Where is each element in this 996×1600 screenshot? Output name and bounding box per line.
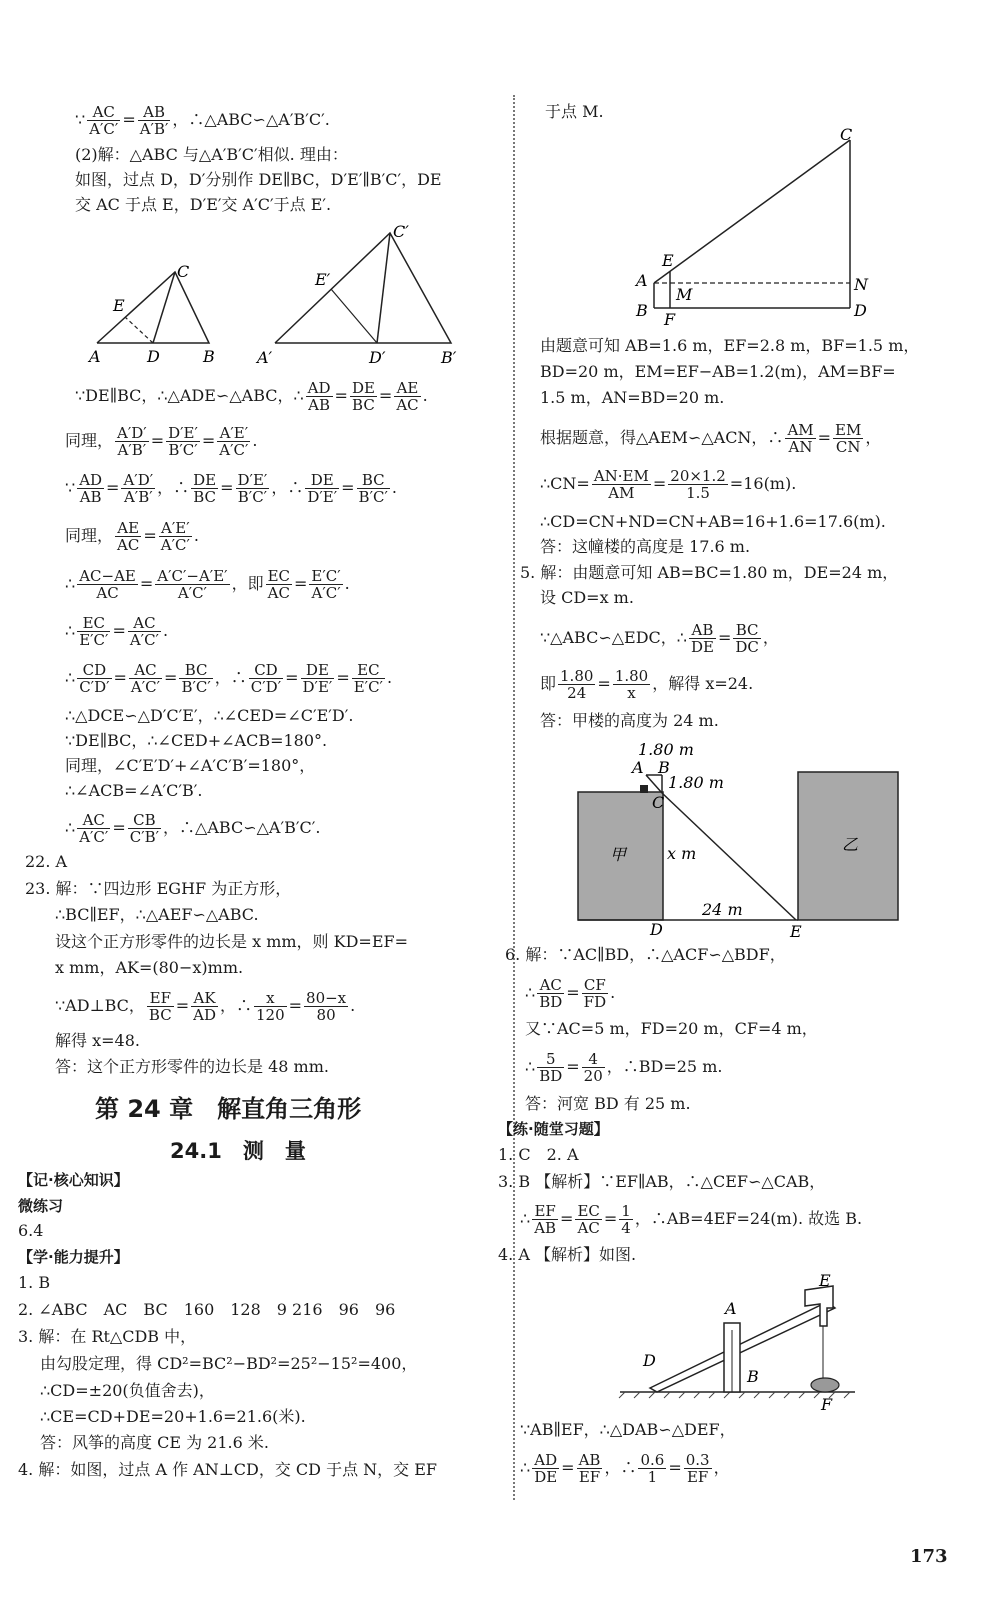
text-line: 答：这幢楼的高度是 17.6 m. [540, 537, 751, 556]
text-line: 又∵AC=5 m，FD=20 m，CF=4 m， [525, 1019, 818, 1038]
text-line: ∴△DCE∽△D′C′E′，∴∠CED=∠C′E′D′. [65, 706, 354, 725]
line-equation: ∴ $\frac{EF}{AB}$ = $\frac{EC}{AC}$ = $\frac{1}{4}$ ，∴AB=4EF=24(m). 故选 B. [520, 1202, 863, 1237]
text-line: ∴BC∥EF，∴△AEF∽△ABC. [55, 905, 259, 924]
text-line: 2. ∠ABC AC BC 160 128 9 216 96 96 [18, 1300, 396, 1319]
section-title: 24.1 测 量 [170, 1139, 306, 1163]
label-side-length: 1.80 m [668, 773, 724, 792]
line-equation: 同理， $\frac{A'D'}{A'B'}$ = $\frac{D'E'}{B'C'}$ = $\frac{A'E'}{A'C'}$ . [65, 424, 258, 459]
label-top-length: 1.80 m [638, 740, 694, 759]
line-equation: ∴ $\frac{5}{BD}$ = $\frac{4}{20}$ ，∴BD=25 m. [525, 1050, 723, 1085]
text-line: 交 AC 于点 E，D′E′交 A′C′于点 E′. [75, 195, 332, 214]
subheading-mini-practice: 微练习 [18, 1197, 64, 1215]
label-d: D [643, 1351, 656, 1370]
answer-22: 22. A [25, 852, 68, 871]
tag-practice: 【练·随堂习题】 [498, 1120, 609, 1138]
line-equation: ∴ $\frac{AC-AE}{AC}$ = $\frac{A'C'-A'E'}{A'C'}$ ，即 $\frac{EC}{AC}$ = $\frac{E'C'}{A'C'}$ . [65, 567, 350, 602]
line-equation: ∴ $\frac{EC}{E'C'}$ = $\frac{AC}{A'C'}$ . [65, 614, 169, 649]
line-equation: ∵DE∥BC，∴△ADE∽△ABC，∴ $\frac{AD}{AB}$ = $\frac{DE}{BC}$ = $\frac{AE}{AC}$ . [75, 379, 428, 414]
two-buildings-figure [570, 735, 910, 945]
label-jia: 甲 [610, 845, 627, 864]
text-line: 设这个正方形零件的边长是 x mm，则 KD=EF= [55, 932, 409, 951]
label-c-prime: C′ [393, 225, 409, 241]
text-line: ∴∠ACB=∠A′C′B′. [65, 781, 203, 800]
label-a-prime: A′ [257, 348, 273, 367]
label-d-prime: D′ [369, 348, 386, 367]
text-line: (2)解：△ABC 与△A′B′C′相似. 理由： [75, 145, 348, 164]
line-equation: ∴ $\frac{AC}{BD}$ = $\frac{CF}{FD}$ . [525, 976, 616, 1011]
tag-ability: 【学·能力提升】 [18, 1248, 129, 1266]
text-line: 1. C 2. A [498, 1145, 579, 1164]
text-line: 由勾股定理，得 CD²=BC²−BD²=25²−15²=400， [40, 1354, 418, 1373]
label-a: A [725, 1299, 737, 1318]
text-line: 4. 解：如图，过点 A 作 AN⊥CD，交 CD 于点 N，交 EF [18, 1460, 438, 1479]
line-equation: ∴ $\frac{AD}{DE}$ = $\frac{AB}{EF}$ ，∴ $\frac{0.6}{1}$ = $\frac{0.3}{EF}$ ， [520, 1451, 730, 1486]
text-line: 23. 解：∵四边形 EGHF 为正方形， [25, 879, 292, 898]
label-e: E [662, 251, 674, 270]
label-yi: 乙 [842, 835, 859, 854]
line-equation: ∴ $\frac{AC}{A'C'}$ = $\frac{CB}{C'B'}$ ，∴△ABC∽△A′B′C′. [65, 811, 321, 846]
line-equation: ∵AD⊥BC， $\frac{EF}{BC}$ = $\frac{AK}{AD}$ ，∴ $\frac{x}{120}$ = $\frac{80-x}{80}$ . [55, 989, 356, 1024]
text-line: 5. 解：由题意可知 AB=BC=1.80 m，DE=24 m， [520, 563, 899, 582]
text-line: x mm，AK=(80−x)mm. [55, 958, 244, 977]
text-line: 答：这个正方形零件的边长是 48 mm. [55, 1057, 329, 1076]
figure-lines [654, 140, 850, 308]
text-line: 答：甲楼的高度为 24 m. [540, 711, 719, 730]
label-a: A [632, 758, 644, 777]
text-line: 3. 解：在 Rt△CDB 中， [18, 1327, 197, 1346]
text-line: 于点 M. [545, 102, 604, 121]
label-c: C [177, 262, 190, 281]
column-separator [513, 95, 515, 1500]
label-m: M [676, 285, 693, 304]
text-line: 答：风筝的高度 CE 为 21.6 米. [40, 1433, 269, 1452]
text-line: 解得 x=48. [55, 1031, 140, 1050]
seesaw-figure [615, 1268, 865, 1418]
line-equation: ∴ $\frac{CD}{C'D'}$ = $\frac{AC}{A'C'}$ = $\frac{BC}{B'C'}$ ，∴ $\frac{CD}{C'D'}$ = $\frac{DE}{D'E'}$ = $\frac{EC}{E'C'}$ . [65, 661, 393, 696]
text-line: 6. 解：∵AC∥BD，∴△ACF∽△BDF， [505, 945, 786, 964]
triangle-large [255, 225, 457, 367]
label-height: x m [667, 844, 697, 863]
label-b: B [636, 301, 648, 320]
label-c: C [840, 125, 853, 144]
line-equation: 根据题意，得△AEM∽△ACN，∴ $\frac{AM}{AN}$ = $\frac{EM}{CN}$ ， [540, 421, 882, 456]
label-f: F [664, 310, 676, 329]
building-figure [632, 120, 892, 330]
label-a: A [89, 347, 101, 366]
text-line: 由题意可知 AB=1.6 m，EF=2.8 m，BF=1.5 m， [540, 336, 920, 355]
text-line: 同理，∠C′E′D′+∠A′C′B′=180°， [65, 756, 316, 775]
text-line: ∴CD=±20(负值舍去)， [40, 1381, 215, 1400]
line-equation: ∵△ABC∽△EDC，∴ $\frac{AB}{DE}$ = $\frac{BC}{DC}$ ， [540, 621, 779, 656]
line-ratio-similar: ∵ $\frac{AC}{A'C'}$ = $\frac{AB}{A'B'}$ ，∴△ABC∽△A′B′C′. [75, 103, 330, 138]
text-line: 1. B [18, 1273, 51, 1292]
label-a: A [636, 271, 648, 290]
line-equation: ∵ $\frac{AD}{AB}$ = $\frac{A'D'}{A'B'}$ ，∴ $\frac{DE}{BC}$ = $\frac{D'E'}{B'C'}$ ，∴ $\frac{DE}{D'E'}$ = $\frac{BC}{B'C'}$ . [65, 471, 397, 506]
text-line: BD=20 m，EM=EF−AB=1.2(m)，AM=BF= [540, 362, 896, 381]
text-line: 设 CD=x m. [540, 588, 634, 607]
text-line: 答：河宽 BD 有 25 m. [525, 1094, 691, 1113]
label-b-prime: B′ [441, 348, 457, 367]
label-e-prime: E′ [315, 270, 331, 289]
tag-core-knowledge: 【记·核心知识】 [18, 1171, 129, 1189]
line-equation: 即 $\frac{1.80}{24}$ = $\frac{1.80}{x}$ ，解得 x=24. [540, 667, 754, 702]
text-line: 如图，过点 D，D′分别作 DE∥BC，D′E′∥B′C′，DE [75, 170, 442, 189]
text-line: ∴CD=CN+ND=CN+AB=16+1.6=17.6(m). [540, 512, 886, 531]
label-d: D [147, 347, 160, 366]
label-c: C [652, 793, 665, 812]
line-equation: 同理， $\frac{AE}{AC}$ = $\frac{A'E'}{A'C'}$ . [65, 519, 199, 554]
label-n: N [854, 275, 868, 294]
label-d: D [854, 301, 867, 320]
text-line: 1.5 m，AN=BD=20 m. [540, 388, 725, 407]
label-e: E [790, 922, 802, 941]
text-line: ∵AB∥EF，∴△DAB∽△DEF， [520, 1420, 736, 1439]
label-e: E [819, 1271, 831, 1290]
page-number: 173 [910, 1546, 948, 1567]
line-equation: ∴CN= $\frac{AN\cdot EM}{AM}$ = $\frac{20\times 1.2}{1.5}$ =16(m). [540, 467, 797, 502]
text-line: 4. A 【解析】如图. [498, 1245, 637, 1264]
triangle-small [87, 262, 215, 366]
label-e: E [113, 296, 125, 315]
label-base: 24 m [702, 900, 743, 919]
label-d: D [650, 920, 663, 939]
label-b: B [747, 1367, 759, 1386]
label-b: B [658, 758, 670, 777]
label-f: F [821, 1395, 833, 1414]
text-line: ∴CE=CD+DE=20+1.6=21.6(米). [40, 1407, 306, 1426]
chapter-title: 第 24 章 解直角三角形 [95, 1095, 362, 1123]
triangles-figure [85, 225, 485, 375]
label-b: B [203, 347, 215, 366]
text-line: 6.4 [18, 1221, 44, 1240]
text-line: ∵DE∥BC，∴∠CED+∠ACB=180°. [65, 731, 328, 750]
text-line: 3. B 【解析】∵EF∥AB，∴△CEF∽△CAB， [498, 1172, 826, 1191]
